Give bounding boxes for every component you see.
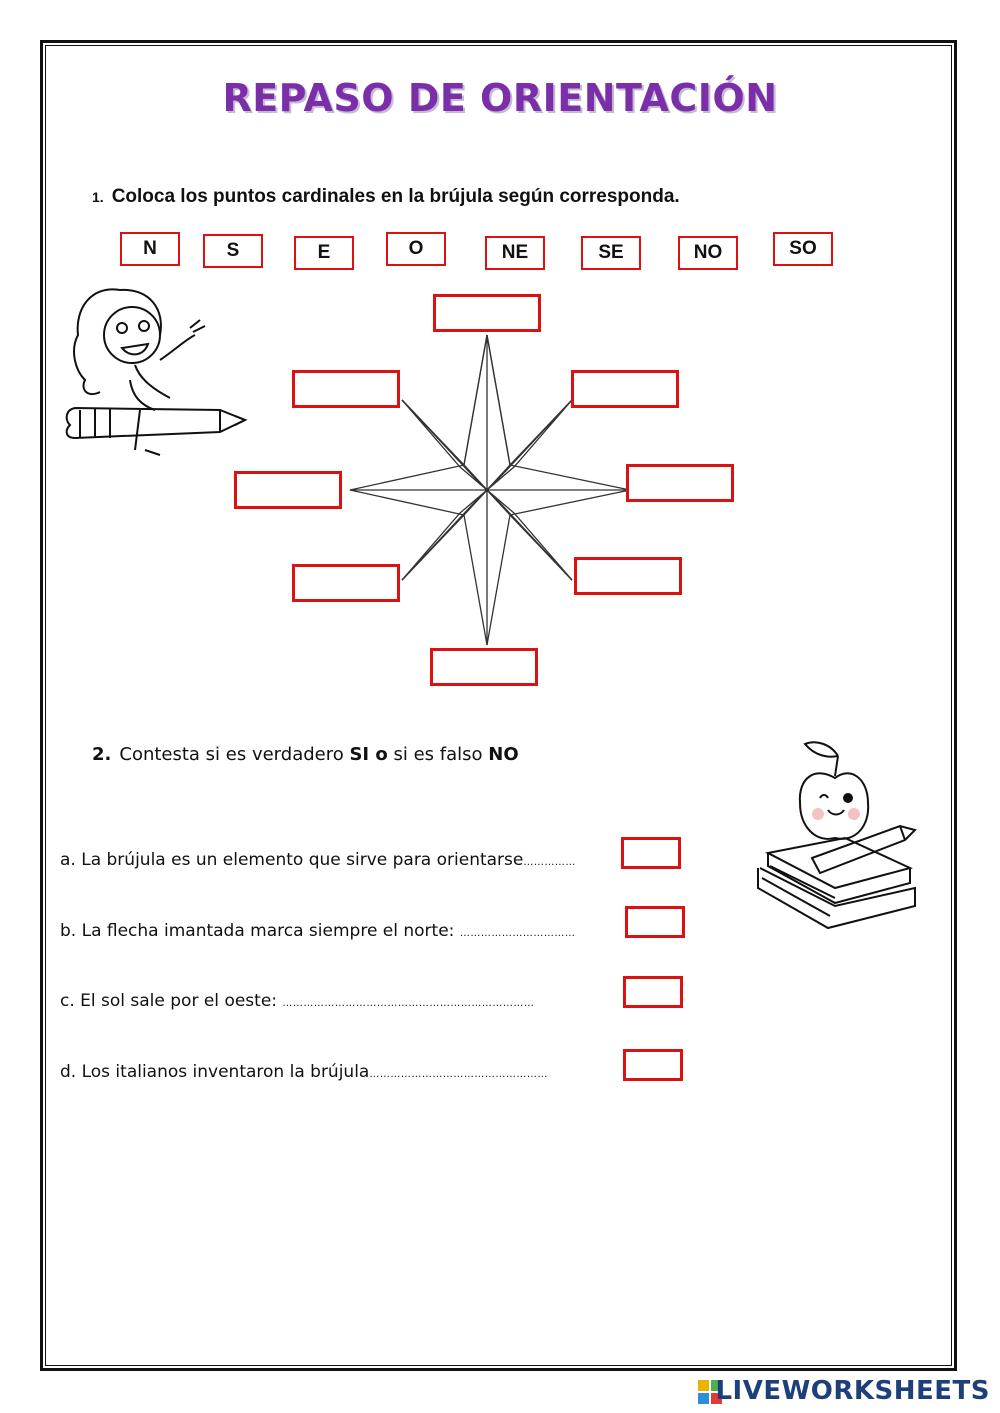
answer-box-c[interactable] [623,976,683,1008]
girl-on-pencil-icon [60,280,255,480]
liveworksheets-brand[interactable]: LIVEWORKSHEETS [715,1376,990,1406]
statement-a-dots: …………… [523,857,576,868]
statement-a [60,850,576,870]
statement-d [60,1062,548,1082]
drop-target-northeast[interactable] [571,370,679,408]
question-2-o: o [369,744,388,765]
statement-c-text: c. El sol sale por el oeste: [60,991,283,1011]
chip-so[interactable]: SO [773,232,833,266]
chip-ne[interactable]: NE [485,236,545,270]
statement-b-dots: …………………………… [459,928,576,939]
answer-box-a[interactable] [621,837,681,869]
drop-target-north[interactable] [433,294,541,332]
answer-box-b[interactable] [625,906,685,938]
worksheet-title: REPASO DE ORIENTACIÓN [222,76,778,120]
apple-books-icon [750,738,925,938]
answer-box-d[interactable] [623,1049,683,1081]
question-2 [92,744,519,765]
chip-se[interactable]: SE [581,236,641,270]
drop-target-southwest[interactable] [292,564,400,602]
drop-target-east[interactable] [626,464,734,502]
question-1-number: 1. [92,189,104,205]
question-2-text-before: Contesta si es verdadero [119,744,350,765]
drop-target-southeast[interactable] [574,557,682,595]
question-2-text-middle: si es falso [387,744,489,765]
chip-s[interactable]: S [203,234,263,268]
statement-b-text: b. La flecha imantada marca siempre el norte: [60,921,460,941]
chip-no[interactable]: NO [678,236,738,270]
question-2-si: SI [349,744,370,765]
chip-n[interactable]: N [120,232,180,266]
drop-target-south[interactable] [430,648,538,686]
chip-o[interactable]: O [386,232,446,266]
statement-d-dots: …………………………………………… [369,1069,548,1080]
question-1-text: Coloca los puntos cardinales en la brújula según corresponda. [111,186,680,207]
statement-c [60,991,534,1011]
statement-c-dots: ……………………………………………………………… [282,998,535,1009]
drop-target-northwest[interactable] [292,370,400,408]
question-1 [92,186,680,208]
drop-target-west[interactable] [234,471,342,509]
question-2-number: 2. [92,744,112,765]
statement-d-text: d. Los italianos inventaron la brújula [60,1062,370,1082]
chip-e[interactable]: E [294,236,354,270]
question-2-no: NO [488,744,519,765]
statement-a-text: a. La brújula es un elemento que sirve para orientarse [60,850,524,870]
statement-b [60,921,575,941]
